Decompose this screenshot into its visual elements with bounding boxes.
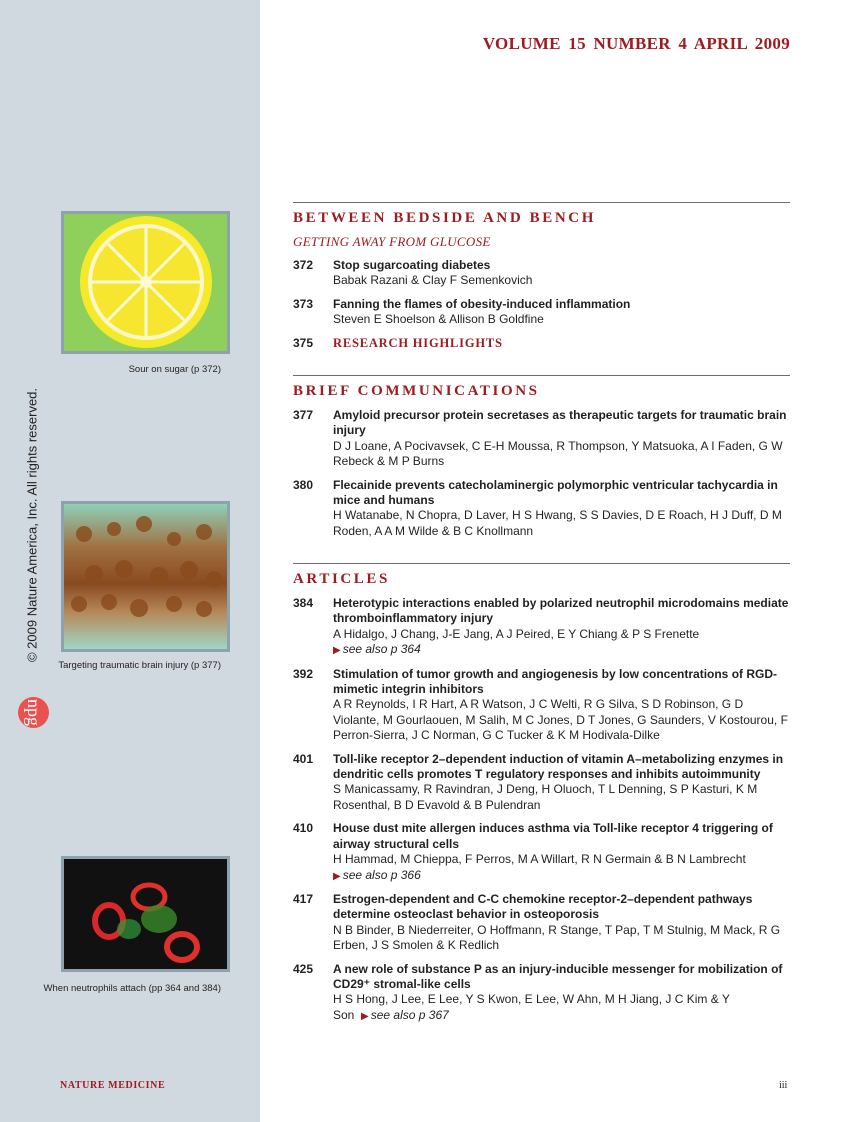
section-rule [293,375,790,376]
article-title[interactable]: Estrogen-dependent and C-C chemokine receptor-2–dependent pathways determine osteoclast behavior in osteoporosis [333,891,753,922]
article-title[interactable]: Stimulation of tumor growth and angiogenesis by low concentrations of RGD-mimetic integrin inhibitors [333,666,778,697]
section-subheading: GETTING AWAY FROM GLUCOSE [293,234,491,249]
toc-entry[interactable] [293,892,790,954]
article-title[interactable]: Flecainide prevents catecholaminergic polymorphic ventricular tachycardia in mice and humans [333,477,778,508]
toc-entry[interactable] [293,478,790,540]
page-number: 401 [293,751,314,766]
article-authors [333,439,790,470]
page-number: 380 [293,477,314,492]
figure-caption: Targeting traumatic brain injury (p 377) [58,660,221,671]
page-number: 425 [293,961,314,976]
journal-name: NATURE MEDICINE [60,1080,166,1091]
section-heading: ARTICLES [293,571,390,587]
see-also-text: see also p 366 [342,867,421,882]
section-rule [293,202,790,203]
page-number: 372 [293,258,314,272]
article-title[interactable]: Stop sugarcoating diabetes [333,258,491,272]
entry-body [333,752,790,814]
authors-text: H S Hong, J Lee, E Lee, Y S Kwon, E Lee, W Ahn, M H Jiang, J C Kim & Y Son [333,992,730,1022]
section-brief-communications [293,375,790,539]
toc-entry[interactable] [293,408,790,470]
article-authors [333,508,790,539]
page-number: 392 [293,666,314,681]
issue-info: VOLUME 15 NUMBER 4 APRIL 2009 [482,34,790,53]
toc-entry[interactable] [293,258,790,289]
page-number: 384 [293,596,314,610]
neutrophil-image [61,856,230,972]
authors-text: A Hidalgo, J Chang, J-E Jang, A J Peired, E Y Chiang & P S Frenette [333,626,700,641]
authors-text: H Watanabe, N Chopra, D Laver, H S Hwang, S S Davies, D E Roach, H J Duff, D M Roden, A A M Wilde & B C Knollmann [333,508,782,538]
article-authors [333,782,790,813]
entry-body [333,297,790,328]
triangle-pointer-icon: ▶ [333,645,341,657]
toc-entry[interactable] [293,336,790,351]
see-also-text: see also p 364 [342,642,421,657]
section-rule [293,563,790,564]
toc-entry[interactable] [293,962,790,1025]
article-title[interactable]: Amyloid precursor protein secretases as therapeutic targets for traumatic brain injury [333,408,787,438]
authors-text: A R Reynolds, I R Hart, A R Watson, J C Welti, R G Silva, S D Robinson, G D Violante, M Gourlaouen, M Salih, M C Jones, D T Jones, G Saunders, V Kostourou, F Perron-Sierra, J C Norman, G C Tucker & K M Hodivala-Dilke [333,697,788,743]
page-number: 410 [293,821,314,836]
npg-logo-text: npg [24,699,44,726]
entry-body [333,821,790,884]
brain-tissue-image [61,501,230,652]
entry-body [333,408,790,470]
triangle-pointer-icon: ▶ [333,870,341,882]
see-also-line [333,642,790,658]
authors-text: S Manicassamy, R Ravindran, J Deng, H Oluoch, T L Denning, S P Kasturi, K M Rosenthal, B D Evavold & B Pulendran [333,782,758,812]
triangle-pointer-icon: ▶ [361,1010,369,1022]
page-number: 375 [293,335,314,350]
see-also-link[interactable] [333,868,421,882]
entry-body [333,892,790,954]
authors-text: H Hammad, M Chieppa, F Perros, M A Willart, R N Germain & B N Lambrecht [333,852,746,867]
lemon-cover-image [61,211,230,354]
see-also-line [333,868,790,884]
page-number: 377 [293,408,314,422]
toc-entry[interactable] [293,596,790,659]
toc-entry[interactable] [293,667,790,744]
article-authors [333,312,790,327]
entry-body [333,258,790,289]
authors-text: Babak Razani & Clay F Semenkovich [333,273,533,288]
section-articles [293,563,790,1024]
npg-logo [18,697,49,728]
see-also-link[interactable] [333,642,421,656]
article-title[interactable]: House dust mite allergen induces asthma via Toll-like receptor 4 triggering of airway structural cells [333,821,773,851]
article-authors [333,273,790,288]
entry-body [333,596,790,659]
entry-body [333,478,790,540]
article-title[interactable]: Heterotypic interactions enabled by polarized neutrophil microdomains mediate thromboinflammatory injury [333,596,789,626]
see-also-text: see also p 367 [370,1007,449,1022]
authors-text: D J Loane, A Pocivavsek, C E-H Moussa, R Thompson, Y Matsuoka, A I Faden, G W Rebeck & M P Burns [333,438,783,469]
article-authors [333,627,790,642]
page-number: 417 [293,891,314,906]
article-authors [333,923,790,954]
section-heading: BRIEF COMMUNICATIONS [293,383,540,399]
article-authors [333,697,790,743]
figure-caption: Sour on sugar (p 372) [128,364,221,375]
entry-body [333,667,790,744]
entry-body [333,962,790,1025]
toc-entry[interactable] [293,297,790,328]
figure-caption: When neutrophils attach (pp 364 and 384) [43,983,221,994]
entry-body [333,336,790,351]
copyright-notice: © 2009 Nature America, Inc. All rights reserved. [24,387,40,663]
authors-text: Steven E Shoelson & Allison B Goldfine [333,312,544,327]
article-title[interactable]: Fanning the flames of obesity-induced inflammation [333,296,631,311]
article-authors [333,992,790,1024]
article-title[interactable]: RESEARCH HIGHLIGHTS [333,335,503,350]
see-also-link[interactable] [361,1008,449,1022]
toc-entry[interactable] [293,752,790,814]
article-title[interactable]: A new role of substance P as an injury-inducible messenger for mobilization of CD29⁺ stromal-like cells [333,961,783,991]
authors-text: N B Binder, B Niederreiter, O Hoffmann, R Stange, T Pap, T M Stulnig, M Mack, R G Erben, J S Smolen & K Redlich [333,922,781,953]
section-between-bedside-and-bench [293,202,790,351]
toc-entry[interactable] [293,821,790,884]
section-heading: BETWEEN BEDSIDE AND BENCH [293,210,596,226]
article-title[interactable]: Toll-like receptor 2–dependent induction of vitamin A–metabolizing enzymes in dendritic cells promotes T regulatory responses and inhibits autoimmunity [333,751,784,782]
page-number: 373 [293,296,314,311]
page-number: iii [779,1080,788,1091]
article-authors [333,852,790,867]
